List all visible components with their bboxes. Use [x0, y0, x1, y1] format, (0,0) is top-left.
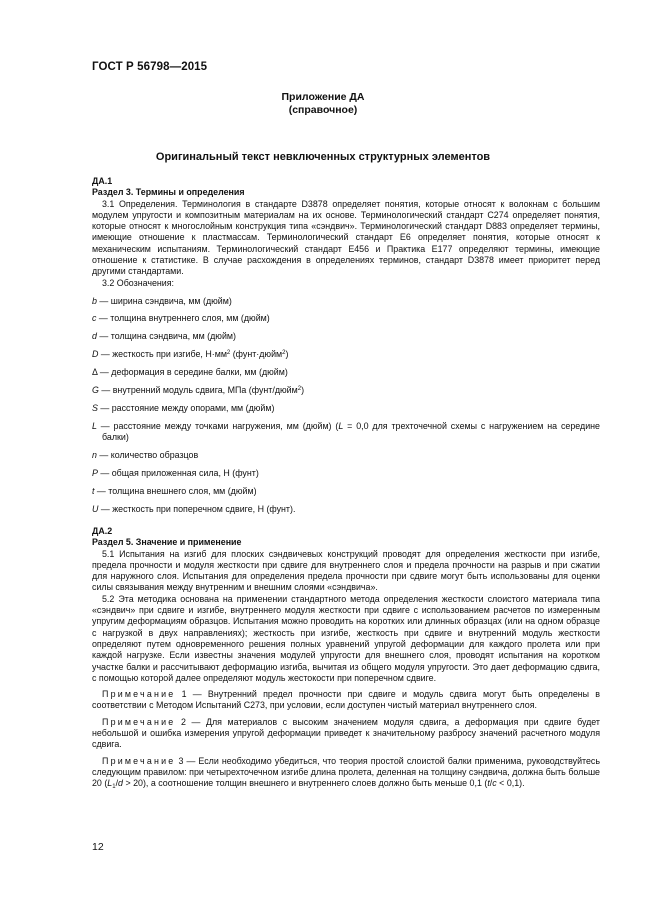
symbol-U: U — жесткость при поперечном сдвиге, Н (фунт). [92, 503, 296, 514]
symbol-delta: Δ — деформация в середине балки, мм (дюйм) [92, 367, 288, 378]
symbol-D: D — жесткость при изгибе, $Н\cdot мм^2$ (фунт·дюйм$^2$) [92, 349, 289, 360]
symbol-P: P — общая приложенная сила, Н (фунт) [92, 467, 259, 478]
da2-section-title: Раздел 5. Значение и применение [92, 537, 242, 548]
note-label: Примечание [102, 716, 176, 727]
symbol-list [92, 296, 600, 515]
appendix-subtitle: (справочное) [288, 104, 358, 116]
note-1: Примечание 1 — Внутренний предел прочности при сдвиге и модуль сдвига могут быть определены в соответствии с Методом Испытаний C273, при условии, если доступен чистый материал внутреннего слоя. [92, 689, 600, 711]
standard-code: ГОСТ Р 56798—2015 [92, 61, 208, 73]
paragraph-5-2: 5.2 Эта методика основана на применении стандартного метода определения жесткости слоистого материала типа «сэндвич» при сдвиге и изгибе, внутреннего модуля жесткости при сдвиге с использованием расчетов по измеренным упругим деформациям образцов. Испытания можно проводить на коротких или длинных образцах (или на одном образце с нагрузкой в двух направлениях); жесткость при изгибе, жесткость при сдвиге и внутренний модуль жесткости определяют путем одновременного решения полных уравнений упругой деформации для каждого пролета или при каждой нагрузке. Если известны значения модулей упругости для внешнего слоя, проводят испытания на коротком участке балки и рассчитывают деформацию изгиба, вычитая из общего модуля упругости. Это дает деформацию сдвига, с помощью которой далее определяют модуль жестокости при поперечном сдвиге. [92, 593, 600, 683]
da1-label: ДА.1 [92, 176, 113, 186]
symbol-L: L — расстояние между точками нагружения, мм (дюйм) (L = 0,0 для трехточечной схемы с нагружением на середине балки) [92, 420, 600, 443]
symbol-S: S — расстояние между опорами, мм (дюйм) [92, 402, 275, 413]
appendix-title: Приложение ДА [281, 91, 365, 103]
symbol-d: d — толщина сэндвича, мм (дюйм) [92, 331, 236, 342]
note-label: Примечание [102, 689, 176, 700]
symbol-t: t — толщина внешнего слоя, мм (дюйм) [92, 485, 257, 496]
note-2: Примечание 2 — Для материалов с высоким значением модуля сдвига, а деформация при сдвиге будет небольшой и ошибка измерения упругой деформации приведет к значительному разбросу значений расчетного модуля сдвига. [92, 716, 600, 750]
paragraph-5-1: 5.1 Испытания на изгиб для плоских сэндвичевых конструкций проводят для определения жесткости при изгибе, предела прочности и модуля жесткости при сдвиге для внутреннего слоя и предела прочности на разрыв и при сжатии для наружного слоя. Испытания для определения предела прочности при сдвиге могут быть использованы для оценки силы связывания между внутренним и внешним слоями «сэндвича». [92, 548, 600, 593]
document-body [92, 176, 600, 789]
section-heading: Оригинальный текст невключенных структурных элементов [155, 151, 491, 163]
page-number: 12 [92, 841, 104, 853]
symbol-G: G — внутренний модуль сдвига, МПа (фунт/дюйм$^2$) [92, 385, 305, 396]
symbol-b: b — ширина сэндвича, мм (дюйм) [92, 295, 232, 306]
symbol-c: c — толщина внутреннего слоя, мм (дюйм) [92, 313, 270, 324]
da2-label: ДА.2 [92, 525, 113, 536]
paragraph-3-1: 3.1 Определения. Терминология в стандарте D3878 определяет понятия, которые относят к волокнам с большим модулем упругости и композитным материалам на их основе. Терминологический стандарт C274 определяет понятия, которые относят к многослойным конструкция типа «сэндвич». Терминологический стандарт D883 определяет термины, имеющие отношение к пластмассам. Терминологический стандарт E6 определяет понятия, которые относят к механическим испытаниям. Терминологический стандарт E456 и Практика E177 определяют термины, имеющие отношение к статистике. В случае расхождения в определениях терминов, стандарт D3878 имеет приоритет перед другими стандартами. [92, 198, 600, 277]
symbol-n: n — количество образцов [92, 449, 199, 460]
da1-section-title: Раздел 3. Термины и определения [92, 187, 245, 198]
paragraph-3-2: 3.2 Обозначения: [102, 277, 175, 288]
note-label: Примечание [102, 755, 176, 766]
note-3: Примечание 3 — Если необходимо убедиться, что теория простой слоистой балки применима, руководствуйтесь следующим правилом: при четырехточечном изгибе длина пролета, деленная на толщину сэндвича, должна быть больше 20 $(L_1/d > 20)$, а соотношение толщин внешнего и внутреннего слоев должно быть меньше 0,1 (t/c < 0,1). [92, 755, 600, 791]
